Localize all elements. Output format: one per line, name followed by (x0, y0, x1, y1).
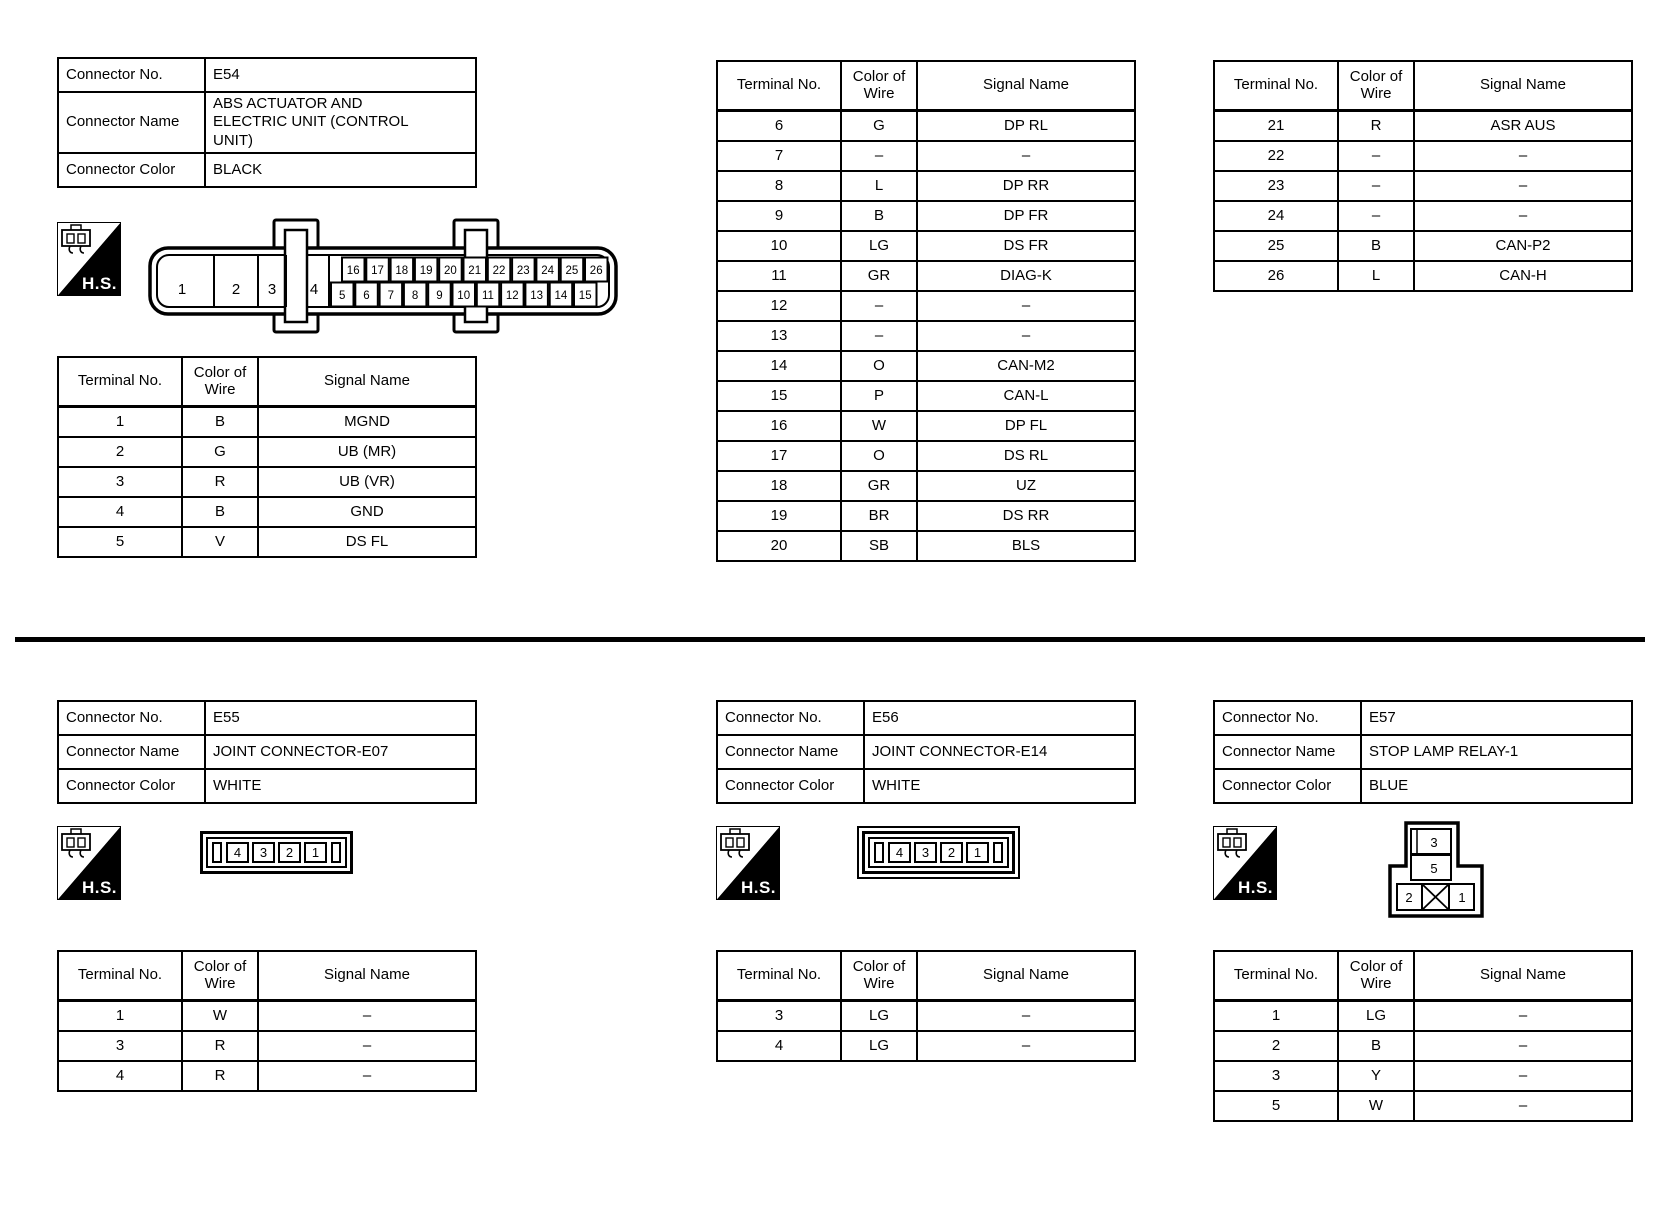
terminal-no-cell: 19 (718, 502, 840, 530)
signal-name-cell: DP RR (918, 172, 1134, 200)
col-header-terminal-no: Terminal No. (1215, 952, 1337, 999)
hs-label: H.S. (1237, 878, 1273, 897)
terminal-no-cell: 10 (718, 232, 840, 260)
terminal-no-cell: 25 (1215, 232, 1337, 260)
connector-info-table-e57 (1213, 700, 1633, 804)
pin-number: 18 (395, 265, 409, 277)
terminal-no-cell: 12 (718, 292, 840, 320)
pin-cell: 4 (888, 842, 911, 863)
connector-name-label: Connector Name (1215, 736, 1360, 768)
wire-color-cell: GR (842, 472, 916, 500)
col-header-signal-name: Signal Name (918, 952, 1134, 999)
pin-number: 13 (530, 290, 543, 302)
terminal-no-cell: 3 (718, 1002, 840, 1030)
terminal-no-cell: 16 (718, 412, 840, 440)
col-header-signal-name: Signal Name (1415, 952, 1631, 999)
terminal-no-cell: 23 (1215, 172, 1337, 200)
wire-color-cell: B (183, 498, 257, 526)
connector-no-value (206, 59, 475, 91)
wire-color-cell: V (183, 528, 257, 556)
connector-pins (888, 842, 989, 863)
signal-name-cell: – (259, 1002, 475, 1030)
signal-name-cell: UB (VR) (259, 468, 475, 496)
pin-cell: 2 (278, 842, 301, 863)
col-header-terminal-no: Terminal No. (718, 952, 840, 999)
wire-color-cell: SB (842, 532, 916, 560)
col-header-color-of-wire: Color of Wire (183, 952, 257, 999)
connector-info-table-e56 (716, 700, 1136, 804)
wire-color-cell: L (842, 172, 916, 200)
wire-color-cell: B (1339, 1032, 1413, 1060)
connector-drawing-e57 (1386, 820, 1486, 922)
connector-glyph-shapes (62, 829, 90, 857)
terminal-table-e54-1 (57, 356, 477, 558)
terminal-no-cell: 1 (59, 408, 181, 436)
pin-number: 14 (554, 290, 568, 302)
terminal-no-cell: 3 (1215, 1062, 1337, 1090)
connector-drawing-e56 (862, 831, 1015, 874)
pin-cell: 4 (226, 842, 249, 863)
terminal-no-cell: 18 (718, 472, 840, 500)
connector-drawing-inner (206, 837, 347, 868)
signal-name-cell: CAN-L (918, 382, 1134, 410)
connector-name-label: Connector Name (59, 736, 204, 768)
pin-cell: 3 (914, 842, 937, 863)
terminal-no-cell: 4 (718, 1032, 840, 1060)
signal-name-cell: DS FR (918, 232, 1134, 260)
signal-name-cell: MGND (259, 408, 475, 436)
connector-glyph-icon (59, 224, 95, 256)
connector-color-text: WHITE (872, 776, 921, 794)
wire-color-cell: R (1339, 112, 1413, 140)
connector-glyph-icon (1215, 828, 1251, 860)
terminal-no-cell: 4 (59, 1062, 181, 1090)
signal-name-cell: – (918, 292, 1134, 320)
col-header-terminal-no: Terminal No. (59, 358, 181, 405)
signal-name-cell: UB (MR) (259, 438, 475, 466)
connector-no-label: Connector No. (59, 702, 204, 734)
signal-name-cell: – (1415, 1032, 1631, 1060)
connector-color-label: Connector Color (718, 770, 863, 802)
wire-color-cell: – (842, 292, 916, 320)
connector-info-table-e54 (57, 57, 477, 188)
wire-color-cell: – (1339, 142, 1413, 170)
relay-pin-2: 2 (1405, 890, 1413, 905)
connector-no-value (1362, 702, 1631, 734)
connector-no-label: Connector No. (1215, 702, 1360, 734)
wire-color-cell: BR (842, 502, 916, 530)
connector-name-value (206, 736, 475, 768)
pin-number: 21 (468, 265, 482, 277)
connector-no-value (865, 702, 1134, 734)
pin-number: 16 (346, 265, 360, 277)
pin-cell: 2 (940, 842, 963, 863)
signal-name-cell: DP FL (918, 412, 1134, 440)
signal-name-cell: BLS (918, 532, 1134, 560)
wire-color-cell: W (183, 1002, 257, 1030)
signal-name-cell: DIAG-K (918, 262, 1134, 290)
relay-pin-1: 1 (1458, 890, 1466, 905)
connector-slot (874, 842, 884, 863)
connector-color-label: Connector Color (59, 770, 204, 802)
signal-name-cell: – (259, 1032, 475, 1060)
connector-no-value (206, 702, 475, 734)
connector-name-text: JOINT CONNECTOR-E14 (872, 742, 1048, 760)
pin-number: 20 (444, 265, 457, 277)
signal-name-cell: DS RL (918, 442, 1134, 470)
terminal-no-cell: 14 (718, 352, 840, 380)
terminal-no-cell: 26 (1215, 262, 1337, 290)
col-header-signal-name: Signal Name (1415, 62, 1631, 109)
signal-name-cell: – (1415, 1002, 1631, 1030)
connector-color-value (206, 154, 475, 186)
pin-number: 22 (492, 265, 506, 277)
pin-number: 5 (338, 290, 346, 302)
connector-glyph-shapes (1218, 829, 1246, 857)
connector-name-value (1362, 736, 1631, 768)
wire-color-cell: B (183, 408, 257, 436)
hs-label: H.S. (81, 878, 117, 897)
signal-name-cell: CAN-H (1415, 262, 1631, 290)
pin-number: 25 (565, 265, 579, 277)
col-header-signal-name: Signal Name (259, 952, 475, 999)
pin-number: 1 (177, 281, 187, 298)
wire-color-cell: W (1339, 1092, 1413, 1120)
pin-number: 23 (516, 265, 530, 277)
terminal-no-cell: 22 (1215, 142, 1337, 170)
wire-color-cell: O (842, 352, 916, 380)
terminal-no-cell: 4 (59, 498, 181, 526)
wire-color-cell: B (1339, 232, 1413, 260)
terminal-no-cell: 17 (718, 442, 840, 470)
connector-drawing-e55 (200, 831, 353, 874)
connector-info-table-e55 (57, 700, 477, 804)
hs-label: H.S. (740, 878, 776, 897)
col-header-signal-name: Signal Name (918, 62, 1134, 109)
connector-color-label: Connector Color (1215, 770, 1360, 802)
col-header-signal-name: Signal Name (259, 358, 475, 405)
pin-number: 12 (505, 290, 519, 302)
terminal-table-e54-2 (716, 60, 1136, 562)
wire-color-cell: – (842, 142, 916, 170)
wire-color-cell: G (842, 112, 916, 140)
signal-name-cell: – (1415, 142, 1631, 170)
connector-color-label: Connector Color (59, 154, 204, 186)
terminal-no-cell: 24 (1215, 202, 1337, 230)
wire-color-cell: R (183, 468, 257, 496)
terminal-no-cell: 21 (1215, 112, 1337, 140)
connector-name-value (206, 93, 475, 152)
connector-color-text: WHITE (213, 776, 262, 794)
terminal-no-cell: 2 (1215, 1032, 1337, 1060)
wire-color-cell: LG (842, 232, 916, 260)
terminal-table-e57 (1213, 950, 1633, 1122)
wire-color-cell: B (842, 202, 916, 230)
connector-no-text: E57 (1369, 708, 1396, 726)
wire-color-cell: Y (1339, 1062, 1413, 1090)
signal-name-cell: – (918, 1002, 1134, 1030)
terminal-no-cell: 1 (1215, 1002, 1337, 1030)
signal-name-cell: DS FL (259, 528, 475, 556)
signal-name-cell: – (1415, 202, 1631, 230)
wire-color-cell: – (1339, 202, 1413, 230)
terminal-no-cell: 8 (718, 172, 840, 200)
col-header-terminal-no: Terminal No. (59, 952, 181, 999)
hs-view-icon (716, 826, 780, 900)
wire-color-cell: W (842, 412, 916, 440)
col-header-terminal-no: Terminal No. (718, 62, 840, 109)
pin-number: 11 (482, 290, 494, 302)
connector-glyph-icon (718, 828, 754, 860)
terminal-no-cell: 2 (59, 438, 181, 466)
connector-color-text: BLACK (213, 160, 263, 178)
connector-slot (993, 842, 1003, 863)
terminal-table-e54-3 (1213, 60, 1633, 292)
connector-name-value (865, 736, 1134, 768)
connector-drawing-inner (868, 837, 1009, 868)
pin-number: 3 (267, 281, 277, 298)
connector-no-label: Connector No. (59, 59, 204, 91)
connector-color-value (1362, 770, 1631, 802)
pin-number: 15 (578, 290, 592, 302)
signal-name-cell: DP RL (918, 112, 1134, 140)
signal-name-cell: – (918, 322, 1134, 350)
signal-name-cell: – (918, 142, 1134, 170)
connector-no-text: E56 (872, 708, 899, 726)
terminal-no-cell: 9 (718, 202, 840, 230)
connector-glyph-icon (59, 828, 95, 860)
hs-label: H.S. (81, 274, 117, 293)
col-header-color-of-wire: Color of Wire (1339, 62, 1413, 109)
wire-color-cell: G (183, 438, 257, 466)
wire-color-cell: LG (842, 1002, 916, 1030)
connector-no-text: E55 (213, 708, 240, 726)
pin-cell: 3 (252, 842, 275, 863)
pin-number: 8 (411, 290, 419, 302)
signal-name-cell: – (1415, 1062, 1631, 1090)
connector-name-text: JOINT CONNECTOR-E07 (213, 742, 389, 760)
connector-slot (331, 842, 341, 863)
terminal-table-e55 (57, 950, 477, 1092)
signal-name-cell: CAN-P2 (1415, 232, 1631, 260)
terminal-no-cell: 5 (59, 528, 181, 556)
wire-color-cell: L (1339, 262, 1413, 290)
signal-name-cell: – (1415, 1092, 1631, 1120)
wire-color-cell: O (842, 442, 916, 470)
terminal-no-cell: 11 (718, 262, 840, 290)
connector-name-label: Connector Name (718, 736, 863, 768)
pin-cell: 1 (966, 842, 989, 863)
connector-drawing-e54 (146, 210, 621, 342)
pin-number: 4 (309, 281, 319, 298)
connector-glyph-shapes (62, 225, 90, 253)
terminal-no-cell: 13 (718, 322, 840, 350)
signal-name-cell: CAN-M2 (918, 352, 1134, 380)
connector-no-text: E54 (213, 65, 240, 83)
pin-cell: 1 (304, 842, 327, 863)
wire-color-cell: R (183, 1032, 257, 1060)
connector-no-label: Connector No. (718, 702, 863, 734)
pin-number: 24 (541, 265, 554, 277)
signal-name-cell: DS RR (918, 502, 1134, 530)
terminal-no-cell: 3 (59, 1032, 181, 1060)
pin-number: 2 (231, 281, 241, 298)
terminal-table-e56 (716, 950, 1136, 1062)
connector-color-value (206, 770, 475, 802)
signal-name-cell: DP FR (918, 202, 1134, 230)
signal-name-cell: – (259, 1062, 475, 1090)
col-header-color-of-wire: Color of Wire (842, 62, 916, 109)
pin-number: 26 (589, 265, 603, 277)
col-header-color-of-wire: Color of Wire (1339, 952, 1413, 999)
connector-slot (212, 842, 222, 863)
terminal-no-cell: 3 (59, 468, 181, 496)
hs-view-icon (57, 826, 121, 900)
terminal-no-cell: 20 (718, 532, 840, 560)
hs-view-icon (1213, 826, 1277, 900)
relay-pin-5: 5 (1430, 861, 1438, 876)
section-divider (15, 637, 1645, 642)
connector-color-value (865, 770, 1134, 802)
signal-name-cell: UZ (918, 472, 1134, 500)
wire-color-cell: – (842, 322, 916, 350)
wire-color-cell: GR (842, 262, 916, 290)
terminal-no-cell: 15 (718, 382, 840, 410)
pin-number: 17 (371, 265, 384, 277)
pin-number: 10 (457, 290, 471, 302)
relay-pin-3: 3 (1430, 835, 1438, 850)
wire-color-cell: R (183, 1062, 257, 1090)
col-header-terminal-no: Terminal No. (1215, 62, 1337, 109)
signal-name-cell: – (918, 1032, 1134, 1060)
pin-number: 9 (436, 290, 443, 302)
signal-name-cell: GND (259, 498, 475, 526)
signal-name-cell: – (1415, 172, 1631, 200)
hs-view-icon (57, 222, 121, 296)
col-header-color-of-wire: Color of Wire (842, 952, 916, 999)
connector-pins (226, 842, 327, 863)
wire-color-cell: P (842, 382, 916, 410)
terminal-no-cell: 6 (718, 112, 840, 140)
pin-number: 7 (387, 290, 395, 302)
wire-color-cell: – (1339, 172, 1413, 200)
wire-color-cell: LG (842, 1032, 916, 1060)
wire-color-cell: LG (1339, 1002, 1413, 1030)
pin-number: 19 (419, 265, 433, 277)
connector-name-text: STOP LAMP RELAY-1 (1369, 742, 1519, 760)
col-header-color-of-wire: Color of Wire (183, 358, 257, 405)
connector-name-text: ABS ACTUATOR AND ELECTRIC UNIT (CONTROL UNIT) (213, 95, 409, 149)
terminal-no-cell: 5 (1215, 1092, 1337, 1120)
connector-color-text: BLUE (1369, 776, 1409, 794)
connector-glyph-shapes (721, 829, 749, 857)
terminal-no-cell: 1 (59, 1002, 181, 1030)
terminal-no-cell: 7 (718, 142, 840, 170)
connector-name-label: Connector Name (59, 93, 204, 152)
pin-number: 6 (363, 290, 370, 302)
signal-name-cell: ASR AUS (1415, 112, 1631, 140)
